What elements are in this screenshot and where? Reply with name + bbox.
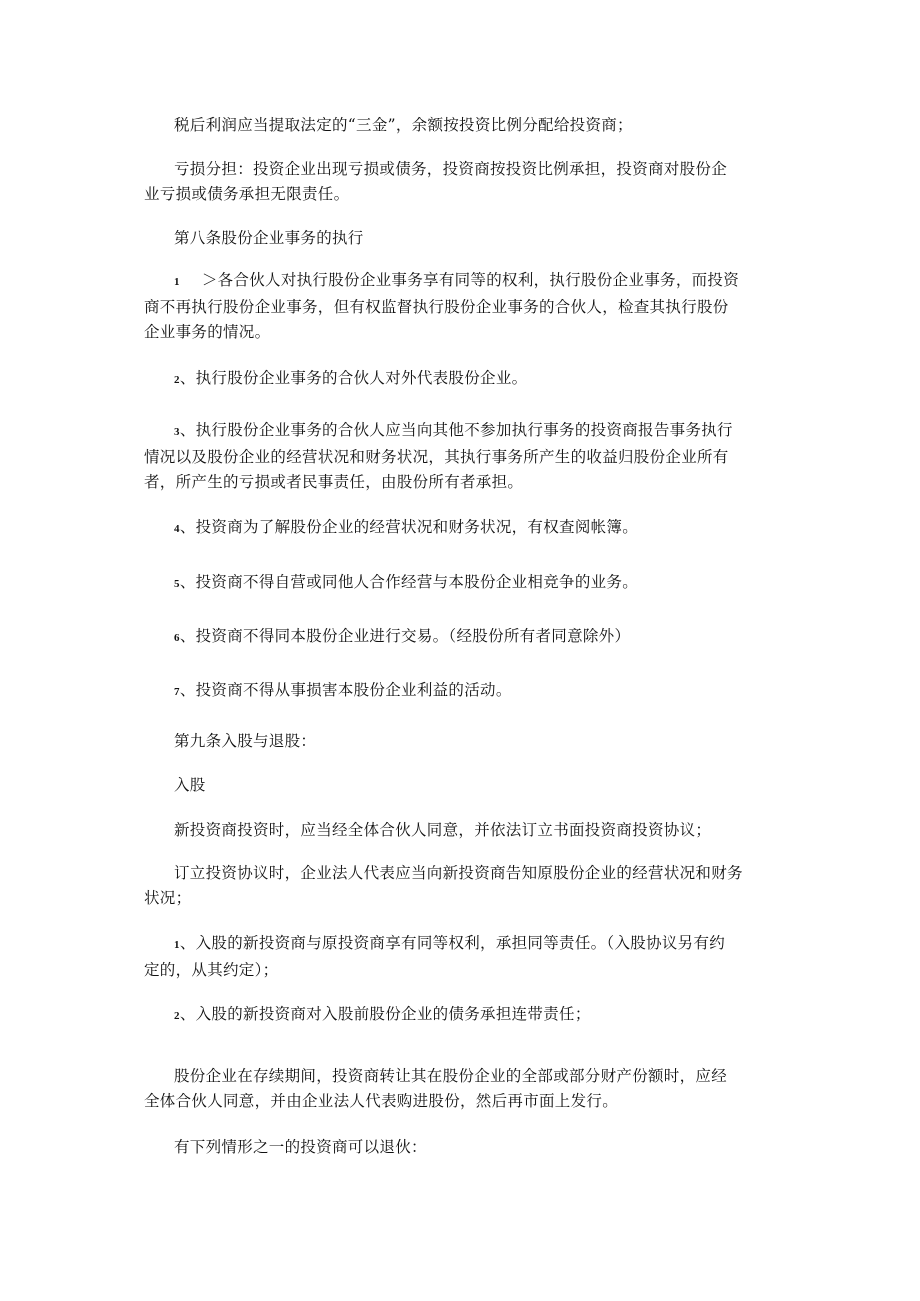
- text-line: 、投资商不得自营或同他人合作经营与本股份企业相竞争的业务。: [179, 573, 639, 591]
- paragraph-investment-agreement: [144, 861, 784, 911]
- text-line: 情况以及股份企业的经营状况和财务状况，其执行事务所产生的收益归股份企业所有: [144, 448, 729, 466]
- subheading-join: [144, 773, 784, 798]
- text-line: 业亏损或债务承担无限责任。: [144, 185, 350, 203]
- list-item-9-1: [144, 931, 784, 983]
- list-number: 5: [174, 578, 180, 590]
- text-line: 定的，从其约定）；: [144, 961, 279, 979]
- list-number: 2: [174, 1010, 180, 1022]
- list-item-8-1: [144, 268, 784, 345]
- article-9-heading: [144, 729, 784, 754]
- list-item-8-5: [144, 570, 784, 597]
- paragraph-new-investor: [144, 818, 784, 843]
- text-line: 、投资商为了解股份企业的经营状况和财务状况，有权查阅帐簿。: [179, 518, 639, 536]
- article-8-heading: [144, 226, 784, 251]
- text-line: 商不再执行股份企业事务，但有权监督执行股份企业事务的合伙人，检查其执行股份: [144, 298, 729, 316]
- list-number: 1: [174, 276, 180, 288]
- text-line: ＞各合伙人对执行股份企业事务享有同等的权利，执行股份企业事务，而投资: [201, 271, 740, 289]
- list-item-8-7: [144, 678, 784, 705]
- text-line: 新投资商投资时，应当经全体合伙人同意，并依法订立书面投资商投资协议；: [174, 821, 712, 839]
- paragraph-share-transfer: [144, 1064, 784, 1114]
- list-item-8-6: [144, 624, 784, 651]
- list-number: 3: [174, 426, 180, 438]
- text-line: 第八条股份企业事务的执行: [174, 229, 364, 247]
- text-line: 入股: [174, 776, 206, 794]
- text-line: 亏损分担：投资企业出现亏损或债务，投资商按投资比例承担，投资商对股份企: [174, 160, 728, 178]
- text-line: 全体合伙人同意，并由企业法人代表购进股份，然后再市面上发行。: [144, 1092, 619, 1110]
- text-line: 、入股的新投资商与原投资商享有同等权利，承担同等责任。（入股协议另有约: [179, 934, 726, 952]
- list-number: 1: [174, 939, 180, 951]
- text-line: 有下列情形之一的投资商可以退伙：: [174, 1138, 427, 1156]
- list-item-9-2: [144, 1002, 784, 1029]
- paragraph-profit-distribution: [144, 113, 784, 138]
- list-item-8-4: [144, 515, 784, 542]
- text-line: 、执行股份企业事务的合伙人应当向其他不参加执行事务的投资商报告事务执行: [179, 421, 733, 439]
- text-line: 者，所产生的亏损或者民事责任，由股份所有者承担。: [144, 473, 524, 491]
- text-line: 、投资商不得同本股份企业进行交易。（经股份所有者同意除外）: [179, 627, 631, 645]
- list-item-8-3: [144, 418, 784, 495]
- list-number: 7: [174, 686, 180, 698]
- text-line: 、投资商不得从事损害本股份企业利益的活动。: [179, 681, 512, 699]
- list-number: 4: [174, 523, 180, 535]
- paragraph-loss-sharing: [144, 157, 784, 207]
- text-line: 企业事务的情况。: [144, 323, 271, 341]
- list-number: 2: [174, 374, 180, 386]
- text-line: 税后利润应当提取法定的“三金”，余额按投资比例分配给投资商；: [174, 116, 633, 134]
- text-line: 、入股的新投资商对入股前股份企业的债务承担连带责任；: [179, 1005, 591, 1023]
- list-number: 6: [174, 632, 180, 644]
- paragraph-withdrawal-conditions: [144, 1135, 784, 1160]
- text-line: 股份企业在存续期间，投资商转让其在股份企业的全部或部分财产份额时，应经: [174, 1067, 728, 1085]
- list-item-8-2: [144, 366, 784, 393]
- text-line: 状况；: [144, 889, 192, 907]
- text-line: 订立投资协议时，企业法人代表应当向新投资商告知原股份企业的经营状况和财务: [174, 864, 743, 882]
- text-line: 第九条入股与退股：: [174, 732, 317, 750]
- text-line: 、执行股份企业事务的合伙人对外代表股份企业。: [179, 369, 528, 387]
